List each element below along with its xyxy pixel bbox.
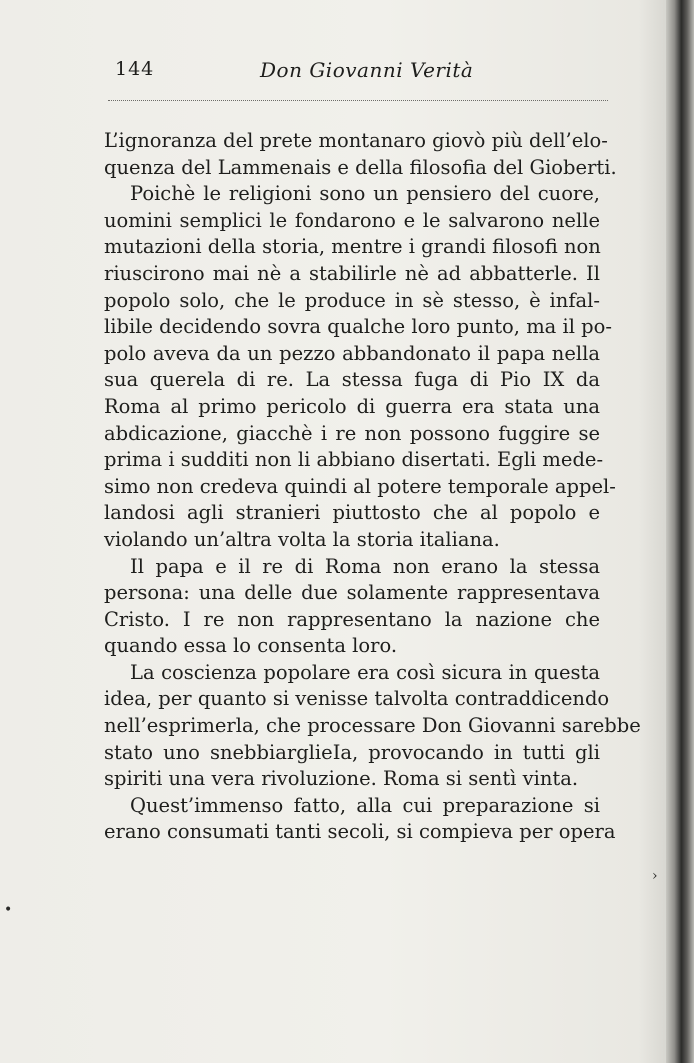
margin-speck: › — [652, 868, 658, 884]
text-line: libile decidendo sovra qualche loro punto, ma il po- — [104, 315, 612, 339]
text-line: prima i sudditi non li abbiano disertati. Egli mede- — [104, 448, 604, 472]
header-dotted-rule — [108, 100, 608, 101]
text-line: quenza del Lammenais e della filosofia del Gioberti. — [104, 155, 617, 179]
text-line: uomini semplici le fondarono e le salvarono nelle — [104, 208, 600, 232]
text-line: Quest’immenso fatto, alla cui preparazione si — [130, 793, 600, 817]
text-line: violando un’altra volta la storia italiana. — [104, 527, 500, 551]
page-header — [100, 58, 610, 94]
text-line: polo aveva da un pezzo abbandonato il papa nella — [104, 341, 600, 365]
running-title: Don Giovanni Verità — [260, 58, 474, 82]
page-binding-edge — [666, 0, 694, 1063]
text-line: simo non credeva quindi al potere temporale appel- — [104, 474, 616, 498]
body-text — [104, 128, 641, 846]
text-line: stato uno snebbiarglieIa, provocando in tutti gli — [104, 740, 600, 764]
text-line: nell’esprimerla, che processare Don Giovanni sarebbe — [104, 714, 641, 738]
margin-speck: • — [4, 902, 13, 918]
text-line: landosi agli stranieri piuttosto che al popolo e — [104, 501, 600, 525]
text-line: Il papa e il re di Roma non erano la stessa — [130, 554, 600, 578]
text-line: La coscienza popolare era così sicura in questa — [130, 660, 600, 684]
text-line: riuscirono mai nè a stabilirle nè ad abbatterle. Il — [104, 261, 600, 285]
text-line: Poichè le religioni sono un pensiero del cuore, — [130, 182, 600, 206]
text-line: sua querela di re. La stessa fuga di Pio IX da — [104, 368, 600, 392]
text-line: persona: una delle due solamente rappresentava — [104, 581, 600, 605]
text-line: popolo solo, che le produce in sè stesso, è infal- — [104, 288, 600, 312]
text-line: idea, per quanto si venisse talvolta contraddicendo — [104, 687, 610, 711]
text-line: quando essa lo consenta loro. — [104, 634, 398, 658]
text-line: L’ignoranza del prete montanaro giovò più dell’elo- — [104, 129, 608, 152]
text-line: abdicazione, giacchè i re non possono fuggire se — [104, 421, 600, 445]
text-line: Cristo. I re non rappresentano la nazione che — [104, 607, 600, 631]
text-line: erano consumati tanti secoli, si compieva per opera — [104, 820, 616, 844]
page-number: 144 — [115, 58, 155, 80]
text-line: mutazioni della storia, mentre i grandi filosofi non — [104, 235, 601, 259]
text-line: Roma al primo pericolo di guerra era stata una — [104, 394, 600, 418]
text-line: spiriti una vera rivoluzione. Roma si sentì vinta. — [104, 767, 579, 791]
